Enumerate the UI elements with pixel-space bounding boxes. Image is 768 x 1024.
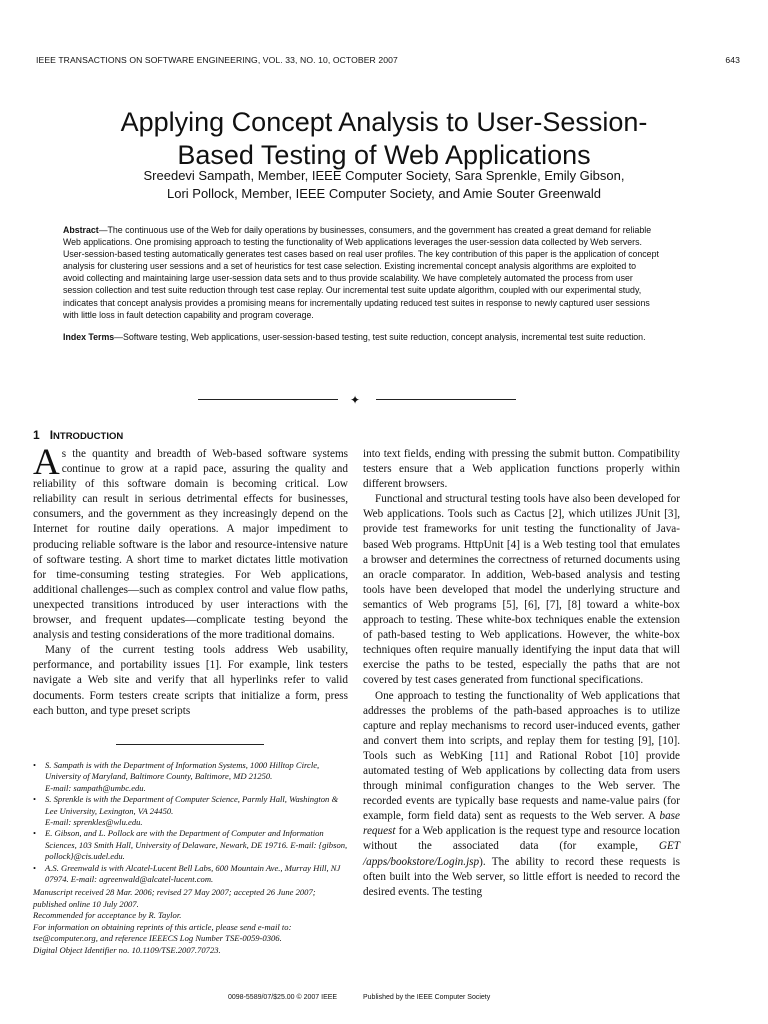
divider-diamond-icon: ✦ <box>350 393 361 407</box>
body-text: One approach to testing the functionality of Web applications that addresses the problems of the path-based approaches is to utilize capture and replay mechanisms to record user-induced events, gather and convert them into scripts, and replay them for testing [9], [10]. Tools such as WebKing [11] and Rational Robot [10] provide automated testing of Web applications by collecting data from users through minimal configuration changes to the Web server. The recorded events are typically base requests and name-value pairs (for example, form field data) sent as requests to the Web server. A <box>363 689 680 823</box>
body-text: s the quantity and breadth of Web-based software systems continue to grow at a rapid pace, assuring the quality and reliability of this software domain is becoming critical. Low reliability can result in serious detrimental effects for businesses, consumers, and the government as they increasingly depend on the Internet for routine daily operations. A major impediment to producing reliable software is the labor and resource-intensive nature of software testing. A short time to market dictates little motivation for time-consuming testing strategies. For Web applications, additional challenges—such as complex control and value flow paths, unexpected transitions introduced by user interactions with the browser, and frequent updates—complicate testing beyond the analysis and testing considerations of the more traditional domains. <box>33 448 348 642</box>
body-text: ). The ability to record these requests is often built into the Web server, so little effort is needed to record the desired events. The testing <box>363 855 680 898</box>
left-column <box>33 442 348 719</box>
abstract-text: —The continuous use of the Web for daily operations by businesses, consumers, and the government has created a great demand for reliable Web applications. One promising approach to testing the functionality of Web applications leverages the user-session data collected by Web servers. User-session-based testing automatically generates test cases based on real user profiles. The key contribution of this paper is the application of concept analysis for clustering user sessions and a set of heuristics for test case selection. Existing incremental concept analysis algorithms are exploited to avoid collecting and maintaining large user-session data sets and to thus provide scalability. We have completely automated the process from user session collection and test suite reduction through test case replay. Our incremental test suite update algorithm, coupled with our experimental study, indicates that concept analysis provides a promising means for incrementally updating reduced test suites in response to newly captured user sessions with little loss in fault detection capability and program coverage. <box>63 225 659 320</box>
divider-line-right <box>376 399 516 400</box>
body-paragraph <box>33 442 348 643</box>
footnote-text: • S. Sampath is with the Department of Information Systems, 1000 Hilltop Circle, University of Maryland, Baltimore County, Baltimore, MD 21250. <box>45 760 320 782</box>
manuscript-info <box>33 887 351 955</box>
section-number: 1 <box>33 428 40 442</box>
body-paragraph: Many of the current testing tools address Web usability, performance, and portability issues [1]. For example, link testers navigate a Web site and verify that all hyperlinks refer to valid documents. Form testers create scripts that initialize a form, press each button, and type preset scripts <box>33 644 348 717</box>
footnote-email: E-mail: sampath@umbc.edu. <box>45 782 146 793</box>
copyright-line: 0098-5589/07/$25.00 © 2007 IEEE <box>228 994 338 1001</box>
title-line-1: Applying Concept Analysis to User-Session- <box>120 107 648 138</box>
footnote-text: • E. Gibson, and L. Pollock are with the Department of Computer and Information Sciences, 103 Smith Hall, University of Delaware, Newark, DE 19716. E-mail: {gibson, pollock}@cis.udel.edu. <box>45 828 348 862</box>
section-divider <box>198 393 516 410</box>
footnote-item <box>33 863 351 886</box>
section-heading <box>33 428 123 442</box>
divider-line-left <box>198 399 338 400</box>
body-paragraph: Functional and structural testing tools have also been developed for Web applications. Tools such as Cactus [2], which utilizes JUnit [3], provide test frameworks for unit testing the functionality of Java-based Web programs. HttpUnit [4] is a Web testing tool that emulates a browser and determines the correctness of returned documents using an oracle comparator. In addition, Web-based analysis and testing tools have been developed that model the underlying structure and semantics of Web programs [5], [6], [7], [8] toward a white-box approach to testing. These white-box techniques enable the extension of path-based testing to Web applications. However, the white-box techniques often require manually identifying the input data that will exercise the paths to be tested, especially the paths that are not covered by test cases generated from functional specifications. <box>363 493 680 687</box>
index-terms-paragraph <box>63 331 659 343</box>
reprint-info: For information on obtaining reprints of this article, please send e-mail to: tse@computer.org, and reference IEEECS Log Number TSE-0059-0306. <box>33 921 292 944</box>
manuscript-dates: Manuscript received 28 Mar. 2006; revised 27 May 2007; accepted 26 June 2007; published online 10 July 2007. <box>33 887 316 909</box>
abstract-block <box>63 224 659 343</box>
publisher-line: Published by the IEEE Computer Society <box>363 994 491 1001</box>
author-list <box>60 167 708 203</box>
abstract-label: Abstract <box>63 225 99 235</box>
footnote-email: E-mail: sprenkles@wlu.edu. <box>45 817 143 828</box>
acceptance-note: Recommended for acceptance by R. Taylor. <box>33 910 182 921</box>
section-title-rest: NTRODUCTION <box>53 431 124 442</box>
footnote-text: • A.S. Greenwald is with Alcatel-Lucent Bell Labs, 600 Mountain Ave., Murray Hill, NJ 07974. E-mail: agreenwald@alcatel-lucent.com. <box>45 862 341 885</box>
footnote-item <box>33 794 351 828</box>
doi: Digital Object Identifier no. 10.1109/TSE.2007.70723. <box>33 944 221 955</box>
footnote-item <box>33 760 351 794</box>
footnote-item <box>33 828 351 862</box>
drop-cap: A <box>33 442 60 483</box>
index-terms-label: Index Terms <box>63 331 115 342</box>
right-column <box>363 447 680 900</box>
authors-line-1: Sreedevi Sampath, Member, IEEE Computer Society, Sara Sprenkle, Emily Gibson, <box>143 168 625 183</box>
footnotes <box>33 760 351 956</box>
footnote-text: • S. Sprenkle is with the Department of Computer Science, Parmly Hall, Washington & Lee University, Lexington, VA 24450. <box>45 794 339 816</box>
footnote-rule <box>116 744 264 745</box>
abstract-paragraph <box>63 224 659 321</box>
emphasis-term: base request <box>363 810 680 838</box>
emphasis-term: GET /apps/bookstore/Login.jsp <box>363 840 680 868</box>
section-title-initial: I <box>49 428 54 442</box>
body-paragraph <box>363 689 680 900</box>
title-line-2: Based Testing of Web Applications <box>177 140 591 171</box>
authors-line-2: Lori Pollock, Member, IEEE Computer Society, and Amie Souter Greenwald <box>166 186 601 201</box>
paper-title <box>40 106 728 172</box>
body-paragraph: into text fields, ending with pressing the submit button. Compatibility testers ensure that a Web application functions properly within different browsers. <box>363 448 680 491</box>
running-header <box>36 55 740 65</box>
body-text: for a Web application is the request type and resource location without the associated data (for example, <box>363 825 680 853</box>
page-number: 643 <box>725 55 740 65</box>
index-terms-text: —Software testing, Web applications, user-session-based testing, test suite reduction, concept analysis, incremental test suite reduction. <box>114 331 646 342</box>
journal-running-head: IEEE TRANSACTIONS ON SOFTWARE ENGINEERING, VOL. 33, NO. 10, OCTOBER 2007 <box>36 55 398 65</box>
